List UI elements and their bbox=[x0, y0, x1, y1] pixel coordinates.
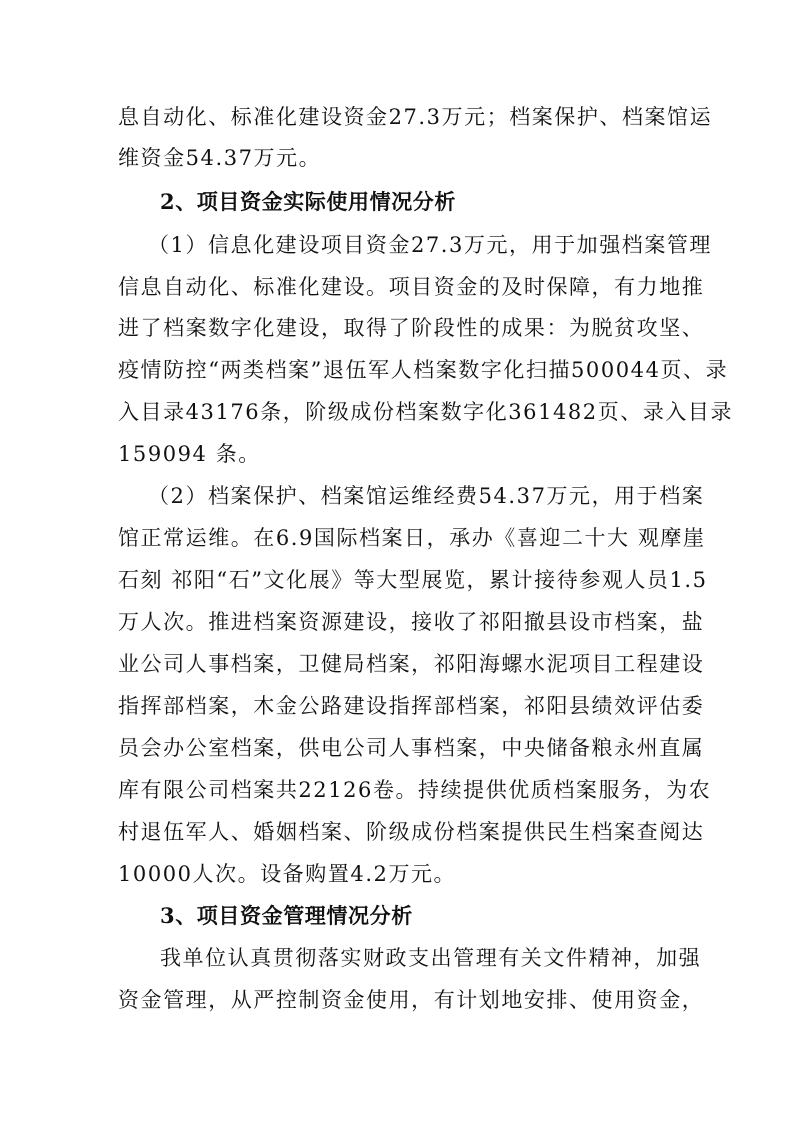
section-2-para-2-line-5: 业公司人事档案，卫健局档案，祁阳海螺水泥项目工程建设 bbox=[118, 652, 705, 676]
section-2-heading: 2、项目资金实际使用情况分析 bbox=[160, 189, 457, 214]
section-2-para-1-line-3: 进了档案数字化建设，取得了阶段性的成果：为脱贫攻坚、 bbox=[118, 316, 705, 340]
section-3-heading: 3、项目资金管理情况分析 bbox=[160, 903, 413, 928]
intro-line-1: 息自动化、标准化建设资金27.3万元；档案保护、档案馆运 bbox=[118, 105, 713, 129]
section-2-para-1-line-2: 信息自动化、标准化建设。项目资金的及时保障，有力地推 bbox=[118, 275, 705, 299]
section-2-para-1-line-6: 159094 条。 bbox=[118, 442, 261, 466]
section-2-para-2-line-9: 村退伍军人、婚姻档案、阶级成份档案提供民生档案查阅达 bbox=[118, 820, 705, 844]
section-3-para-1-line-1: 我单位认真贯彻落实财政支出管理有关文件精神，加强 bbox=[160, 946, 702, 970]
section-2-para-2-line-3: 石刻 祁阳“石”文化展》等大型展览，累计接待参观人员1.5 bbox=[118, 568, 708, 592]
section-2-para-2-line-2: 馆正常运维。在6.9国际档案日，承办《喜迎二十大 观摩崖 bbox=[118, 526, 706, 550]
section-2-para-2-line-8: 库有限公司档案共22126卷。持续提供优质档案服务，为农 bbox=[118, 778, 712, 802]
section-2-para-2-line-10: 10000人次。设备购置4.2万元。 bbox=[118, 862, 457, 886]
section-2-para-2-line-4: 万人次。推进档案资源建设，接收了祁阳撤县设市档案，盐 bbox=[118, 610, 705, 634]
section-2-para-2-line-7: 员会办公室档案，供电公司人事档案，中央储备粮永州直属 bbox=[118, 736, 705, 760]
section-2-para-1-line-4: 疫情防控“两类档案”退伍军人档案数字化扫描500044页、录 bbox=[118, 358, 729, 382]
intro-line-2: 维资金54.37万元。 bbox=[118, 146, 322, 170]
section-2-para-2-line-1: （2）档案保护、档案馆运维经费54.37万元，用于档案 bbox=[148, 484, 705, 508]
section-2-para-2-line-6: 指挥部档案，木金公路建设指挥部档案，祁阳县绩效评估委 bbox=[118, 694, 705, 718]
section-2-para-1-line-1: （1）信息化建设项目资金27.3万元，用于加强档案管理 bbox=[148, 233, 712, 257]
section-3-para-1-line-2: 资金管理，从严控制资金使用，有计划地安排、使用资金， bbox=[118, 988, 705, 1012]
section-2-para-1-line-5: 入目录43176条，阶级成份档案数字化361482页、录入目录 bbox=[118, 400, 734, 424]
